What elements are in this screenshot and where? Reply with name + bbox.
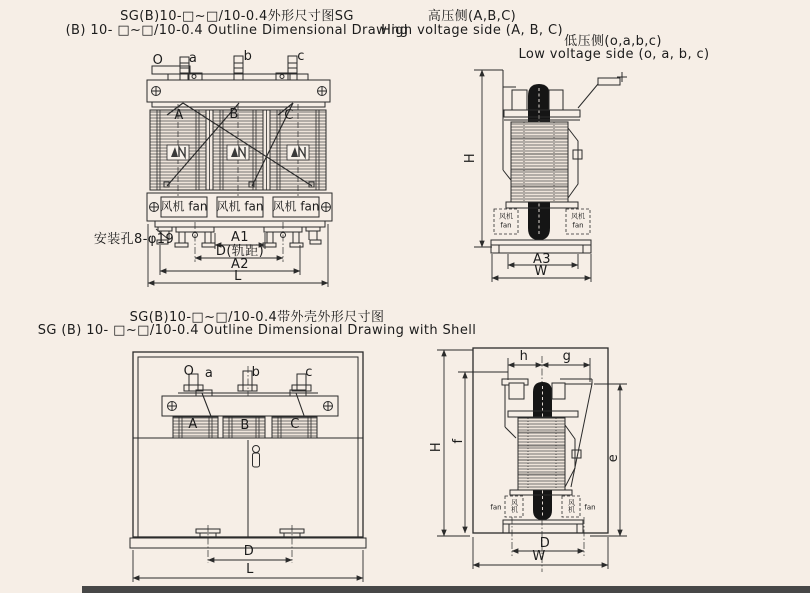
lv-side-label-cn: 低压侧(o,a,b,c)	[564, 33, 662, 49]
hv-side-label-en: High voltage side (A, B, C)	[381, 22, 563, 38]
shell-dim-d-label: D	[243, 543, 255, 559]
dim-w-label: W	[534, 263, 548, 279]
shell-dim-e-label: e	[605, 453, 621, 463]
front-phase-a-label: A	[174, 107, 184, 123]
dim-a1-label: A1	[231, 229, 249, 245]
dim-d-gauge-label: D(轨距)	[215, 243, 265, 259]
fan-label-en: fan	[572, 221, 584, 230]
dim-h-label: H	[462, 152, 478, 164]
fan-box-label: 风机 fan	[216, 199, 264, 214]
shell-terminal-c-label: c	[305, 364, 313, 380]
shell-dim-f-label: f	[450, 438, 466, 444]
dim-l-label: L	[234, 268, 242, 284]
dim-a3-label: A3	[533, 251, 551, 267]
fan-label-cn: 风机	[567, 499, 576, 513]
shell-dim-h-small-label: h	[519, 348, 529, 364]
shell-title-cn: SG(B)10-□~□/10-0.4带外壳外形尺寸图	[129, 309, 385, 325]
dim-a2-label: A2	[231, 256, 249, 272]
front-terminal-a-label: a	[188, 50, 198, 66]
shell-dim-w-label: W	[532, 548, 546, 564]
front-view-title-cn: SG(B)10-□~□/10-0.4外形尺寸图SG	[120, 8, 354, 24]
shell-dim-l-label: L	[246, 561, 254, 577]
front-terminal-b-label: b	[243, 48, 253, 64]
shell-dim-d-label: D	[539, 535, 551, 551]
mounting-hole-note: 安装孔8-φ19	[93, 231, 175, 247]
front-terminal-c-label: c	[297, 48, 305, 64]
fan-label-cn: 风机	[510, 499, 519, 513]
fan-label-cn: 风机	[499, 212, 513, 221]
shell-phase-a-label: A	[188, 416, 198, 432]
shell-title-en: SG (B) 10- □~□/10-0.4 Outline Dimensional Drawing with Shell	[37, 322, 477, 338]
shell-terminal-a-label: a	[204, 365, 214, 381]
front-terminal-o-label: O	[152, 52, 164, 68]
side-view-drawing	[474, 70, 627, 282]
front-phase-b-label: B	[229, 106, 239, 122]
shell-phase-c-label: C	[290, 416, 300, 432]
lv-side-label-en: Low voltage side (o, a, b, c)	[518, 46, 710, 62]
fan-label-en: fan	[490, 503, 502, 512]
shell-dim-h-label: H	[428, 441, 444, 453]
shell-terminal-b-label: b	[251, 364, 261, 380]
fan-box-label: 风机 fan	[160, 199, 208, 214]
front-phase-c-label: C	[284, 107, 294, 123]
hv-side-label-cn: 高压侧(A,B,C)	[427, 8, 517, 24]
fan-label-cn: 风机	[571, 212, 585, 221]
fan-box-label: 风机 fan	[272, 199, 320, 214]
fan-label-en: fan	[500, 221, 512, 230]
front-view-title-en: (B) 10- □~□/10-0.4 Outline Dimensional Drawing	[65, 22, 409, 38]
shell-phase-b-label: B	[240, 417, 250, 433]
shell-dim-g-label: g	[562, 348, 572, 364]
fan-label-en: fan	[584, 503, 596, 512]
footer-bar	[82, 586, 810, 593]
shell-terminal-o-label: O	[183, 363, 195, 379]
shell-side-view-drawing	[437, 348, 627, 572]
